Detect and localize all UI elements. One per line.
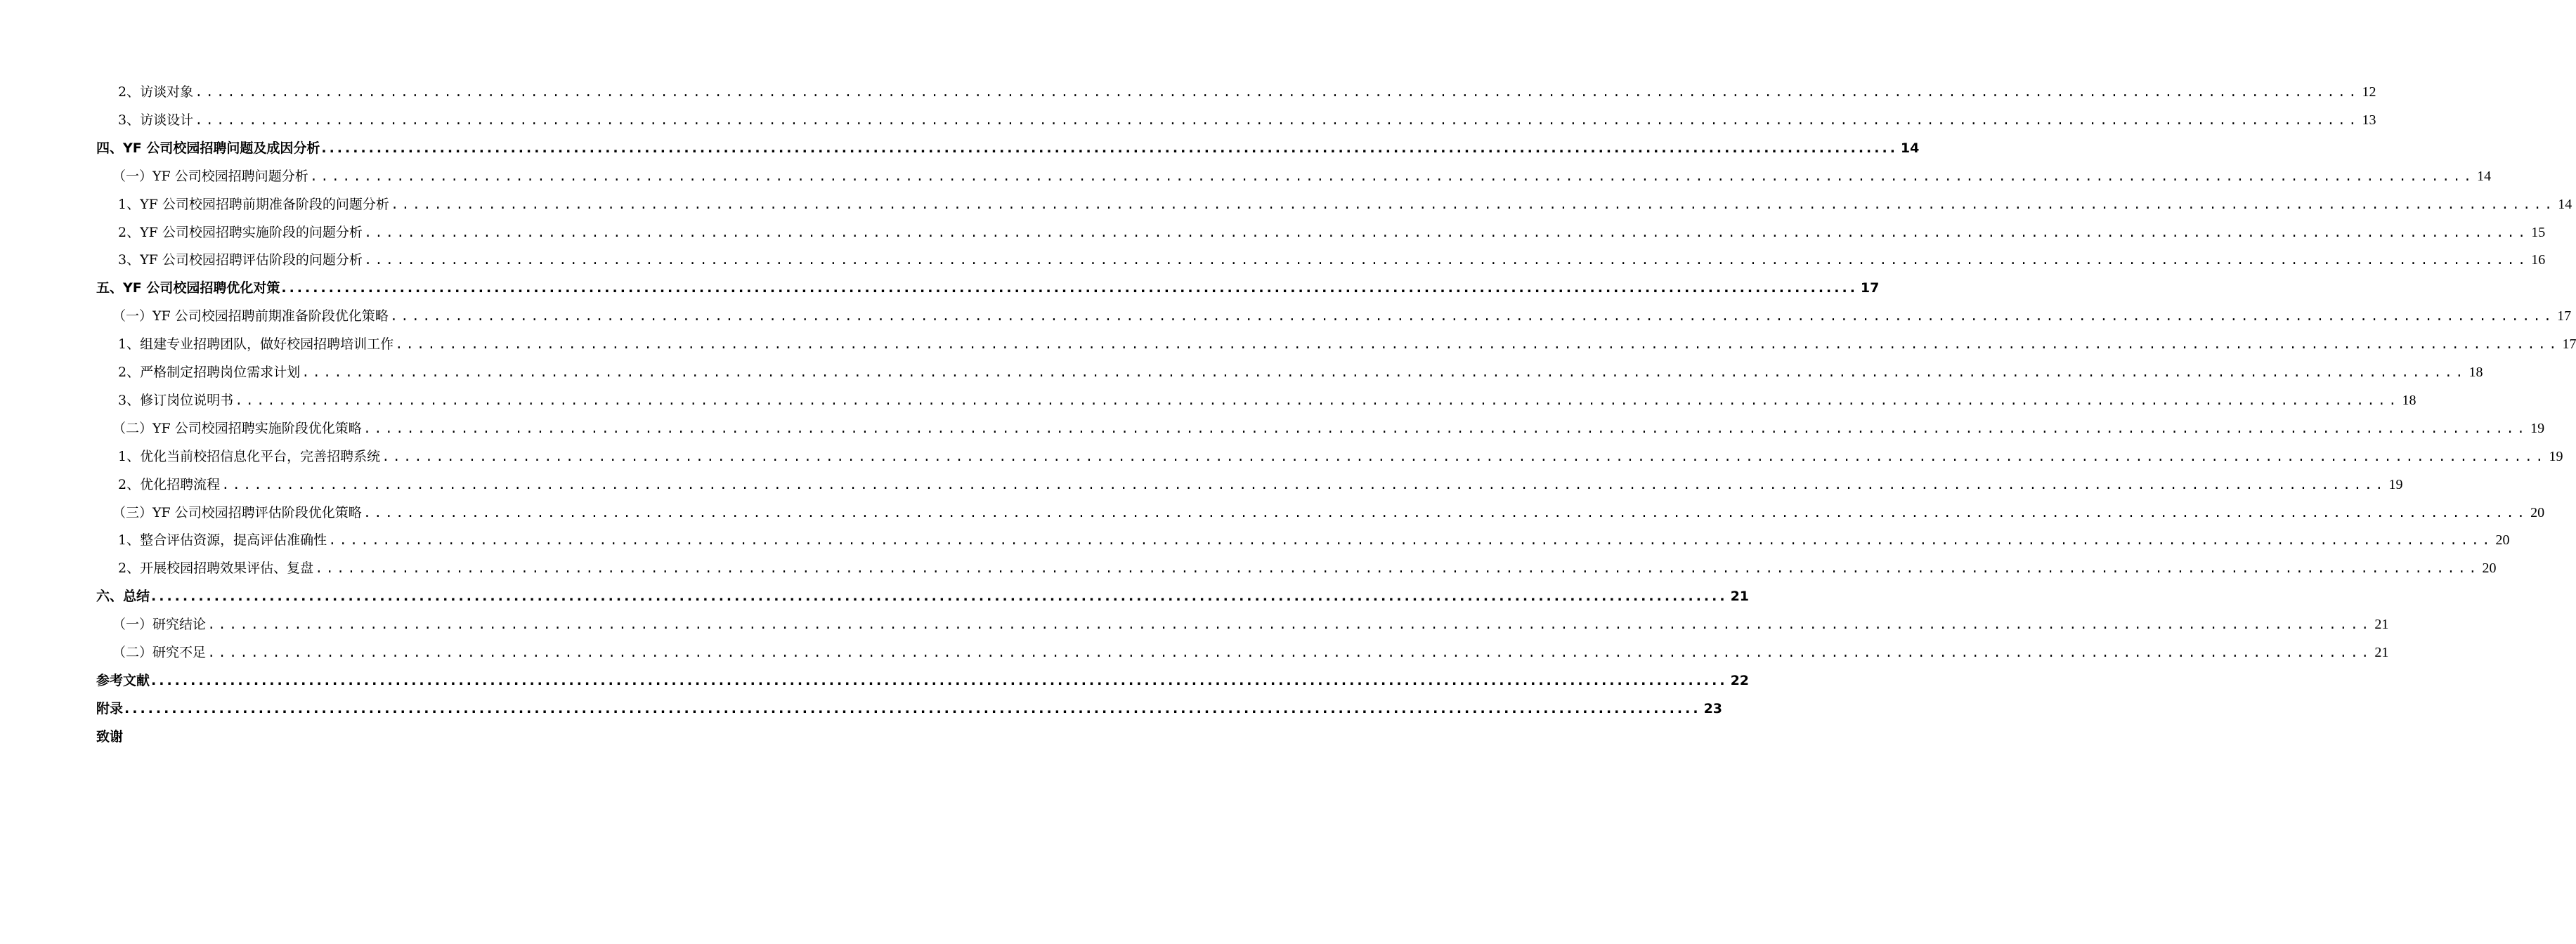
toc-entry[interactable] [0, 222, 2546, 250]
toc-page-number: 17 [2557, 308, 2572, 324]
toc-entry-label: 3、修订岗位说明书 [118, 392, 234, 408]
toc-dot-leader: ........................................................................................................................................................................................................ [390, 197, 2556, 213]
toc-page-number: 15 [2531, 224, 2546, 240]
toc-entry-label: 1、YF 公司校园招聘前期准备阶段的问题分析 [118, 196, 389, 212]
toc-page-number: 19 [2388, 476, 2403, 492]
toc-page-number: 17 [1860, 280, 1880, 296]
toc-dot-leader: ........................................................................................................................................................................................................ [315, 561, 2480, 577]
toc-page-number: 14 [2477, 168, 2492, 184]
toc-entry-label: 参考文献 [96, 672, 150, 688]
toc-dot-leader: ........................................................................................................................................................................................................ [363, 253, 2529, 269]
toc-entry[interactable] [0, 474, 2403, 502]
toc-page-number: 23 [1703, 700, 1723, 716]
toc-entry-label: 附录 [96, 700, 124, 716]
toc-dot-leader: ........................................................................................................................................................................................................ [195, 112, 2360, 129]
toc-page-number: 21 [2374, 617, 2389, 633]
toc-entry-label: 1、优化当前校招信息化平台，完善招聘系统 [118, 448, 381, 464]
toc-entry-label: 2、严格制定招聘岗位需求计划 [118, 365, 301, 380]
toc-entry-label: 3、访谈设计 [118, 112, 194, 128]
toc-entry[interactable] [0, 110, 2376, 138]
toc-entry-label: 五、YF 公司校园招聘优化对策 [96, 280, 280, 296]
toc-entry[interactable] [0, 698, 1723, 726]
toc-dot-leader: ........................................................................................................................................................................................................ [235, 393, 2400, 409]
toc-entry-label: 2、YF 公司校园招聘实施阶段的问题分析 [118, 224, 363, 240]
toc-entry-label: 致谢 [96, 728, 124, 745]
toc-entry-label: 2、优化招聘流程 [118, 476, 221, 492]
toc-dot-leader: ........................................................................................................................................................................................................ [124, 700, 1701, 716]
toc-entry-label: （二）YF 公司校园招聘实施阶段优化策略 [112, 420, 362, 436]
toc-dot-leader: ........................................................................................................................................................................................................ [328, 533, 2493, 549]
toc-entry-label: 四、YF 公司校园招聘问题及成因分析 [96, 140, 320, 156]
toc-entry-label: （二）研究不足 [112, 645, 207, 660]
toc-entry[interactable] [0, 670, 1750, 698]
toc-entry-label: 2、访谈对象 [118, 84, 194, 100]
toc-page-number: 21 [1730, 589, 1750, 605]
toc-entry-label: （一）研究结论 [112, 617, 207, 633]
toc-entry[interactable] [0, 362, 2483, 390]
toc-entry[interactable] [0, 530, 2510, 558]
toc-page-number: 20 [2482, 560, 2497, 577]
toc-dot-leader: ........................................................................................................................................................................................................ [363, 225, 2529, 241]
toc-page-number: 16 [2531, 252, 2546, 268]
toc-entry[interactable] [0, 642, 2389, 670]
toc-entry[interactable] [0, 166, 2492, 194]
toc-page-number: 19 [2549, 448, 2563, 464]
toc-dot-leader: ........................................................................................................................................................................................................ [221, 477, 2386, 493]
toc-entry[interactable] [0, 446, 2563, 474]
toc-page-number: 14 [2558, 196, 2572, 212]
toc-page-number: 20 [2495, 532, 2510, 549]
toc-entry[interactable] [0, 249, 2546, 277]
toc-entry-label: （三）YF 公司校园招聘评估阶段优化策略 [112, 504, 362, 520]
toc-entry[interactable] [0, 558, 2497, 586]
toc-entry[interactable] [0, 194, 2572, 222]
toc-dot-leader: ........................................................................................................................................................................................................ [363, 421, 2528, 437]
toc-page-number: 14 [1900, 140, 1920, 156]
toc-entry-label: （一）YF 公司校园招聘前期准备阶段优化策略 [112, 308, 389, 324]
toc-entry-label: 1、组建专业招聘团队，做好校园招聘培训工作 [118, 336, 394, 353]
toc-page-number: 17 [2562, 336, 2576, 353]
toc-dot-leader: ........................................................................................................................................................................................................ [301, 365, 2466, 381]
toc-dot-leader: ........................................................................................................................................................................................................ [207, 645, 2372, 661]
toc-entry-label: （一）YF 公司校园招聘问题分析 [112, 168, 308, 184]
toc-page-number: 21 [2374, 645, 2389, 660]
toc-entry[interactable] [0, 334, 2576, 362]
toc-dot-leader: ........................................................................................................................................................................................................ [309, 169, 2475, 185]
toc-entry-label: 1、整合评估资源，提高评估准确性 [118, 532, 327, 549]
toc-entry[interactable] [0, 614, 2389, 642]
toc-dot-leader: ........................................................................................................................................................................................................ [151, 589, 1728, 605]
toc-page-number: 22 [1730, 672, 1750, 688]
toc-entry[interactable] [0, 81, 2376, 110]
toc-dot-leader: ........................................................................................................................................................................................................ [207, 617, 2372, 634]
toc-dot-leader: ........................................................................................................................................................................................................ [389, 309, 2555, 325]
toc-entry-label: 六、总结 [96, 589, 150, 605]
toc-page-number: 13 [2362, 112, 2376, 128]
toc-entry-label: 2、开展校园招聘效果评估、复盘 [118, 560, 314, 577]
toc-entry[interactable] [0, 418, 2545, 446]
toc-page-number: 19 [2530, 420, 2545, 436]
toc-entry[interactable] [0, 306, 2572, 334]
toc-dot-leader: ........................................................................................................................................................................................................ [382, 449, 2546, 465]
toc-entry[interactable] [0, 277, 1880, 306]
toc-entry[interactable] [0, 726, 668, 754]
toc-page-number: 20 [2530, 504, 2545, 520]
toc-dot-leader: ........................................................................................................................................................................................................ [395, 337, 2560, 353]
toc-dot-leader: ........................................................................................................................................................................................................ [151, 672, 1728, 688]
toc-entry[interactable] [0, 138, 1920, 166]
toc-dot-leader: ........................................................................................................................................................................................................ [195, 85, 2360, 100]
toc-page-number: 18 [2402, 392, 2416, 408]
toc-entry[interactable] [0, 502, 2545, 530]
toc-dot-leader: ........................................................................................................................................................................................................ [281, 280, 1858, 296]
toc-entry[interactable] [0, 586, 1750, 614]
toc-entry[interactable] [0, 390, 2416, 418]
toc-entry-label: 3、YF 公司校园招聘评估阶段的问题分析 [118, 252, 363, 268]
toc-dot-leader: ........................................................................................................................................................................................................ [321, 140, 1898, 156]
toc-page-number: 12 [2362, 84, 2376, 100]
toc-page-number: 18 [2468, 365, 2483, 380]
toc-dot-leader: ........................................................................................................................................................................................................ [363, 505, 2528, 521]
